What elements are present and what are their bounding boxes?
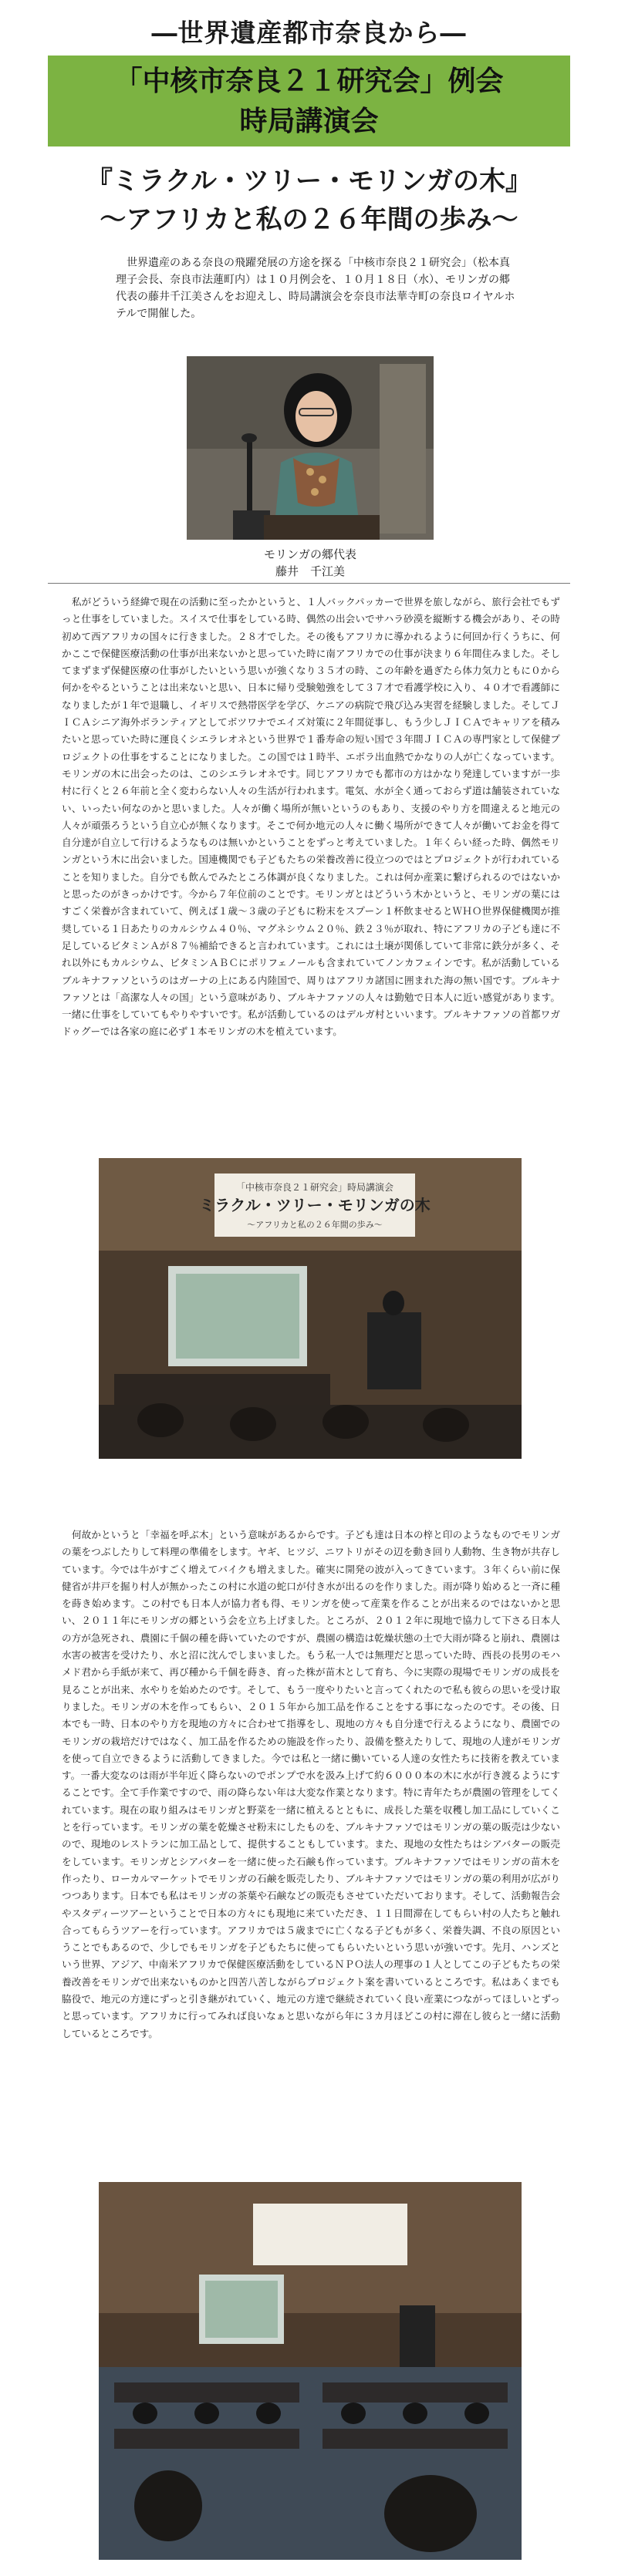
event-subtitle: 時局講演会 [239, 105, 379, 137]
intro-paragraph: 世界遺産のある奈良の飛躍発展の方途を探る「中核市奈良２１研究会」（松本真理子会長、奈良市法蓮町内）は１０月例会を、１０月１８日（水）、モリンガの郷代表の藤井千江美さんをお迎えし、時局講演会を奈良市法華寺町の奈良ロイヤルホテルで開催した。 [116, 257, 515, 320]
speaker-photo [187, 356, 434, 540]
body-paragraph-2: 何故かというと「幸福を呼ぶ木」という意味があるからです。子ども達は日本の梓と印のようなものでモリンガの葉をつぶしたりして料理の準備をします。ヤギ、ヒツジ、ニワトリがその辺を動き回り人動物、生き物が共存しています。今では牛がすごく増えてバイクも増えました。確実に開発の波が入ってきています。３年くらい前に保健省が井戸を掘り村人が無かったこの村に水道の蛇口が付き水が出るのを作りました。雨が降り始めると一斉に種を蒔き始めます。この村でも日本人が協力者も得、モリンガを使って産業を作ることが出来るのではないかと思い、２０１１年にモリンガの郷という会を立ち上げました。ところが、２０１２年に現地で協力して下さる日本人の方が急死され、農園に千個の種を蒔いていたのですが、農園の構造は乾燥状態の土で大雨が降ると崩れ、農園は水害の被害を受けたり、水と沼に沈んでしまいました。もう私一人では無理だと思っていた時、西長の長男のモハメド君から手紙が来て、再び種から千個を蒔き、育った株が苗木として育ち、今に実際の現場でモリンガの成長を見ることが出来、水やりを始めたのです。そして、もう一度やりたいと言ってくれたので私も彼らの思いを受け取りました。モリンガの木を作ってもらい、２０１５年から加工品を作ることをする事になったのです。その後、日本でも一時、日本のやり方を現地の方々に合わせて指導をし、現地の方々も自分達で行えるようになり、農園でのモリンガの栽培だけではなく、加工品を作るための施設を作ったり、設備を整えたりして、現地の人達がモリンガを使って自立できるように活動してきました。今では私と一緒に働いている人達の女性たちに技術を教えています。一番大変なのは雨が半年近く降らないのでポンプで水を汲み上げて約６０００本の木に水が行き渡るようにすることです。全て手作業ですので、雨の降らない年は大変な作業となります。特に青年たちが農園の管理をしてくれています。現在の取り組みはモリンガと野菜を一緒に植えるとともに、成長した葉を収穫し加工品にしていくことを行っています。モリンガの葉を乾燥させ粉末にしたものを、ブルキナファソではモリンガの葉の販売は少ないので、現地のレストランに加工品として、提供することもしています。また、現地の女性たちはシアバターの販売をしています。モリンガとシアバターを一緒に使った石鹸も作っています。ブルキナファソではモリンガの苗木を作ったり、ローカルマーケットでモリンガの石鹸を販売したり、ブルキナファソではモリンガの葉の利用が広がりつつあります。日本でも私はモリンガの茶葉や石鹸などの販売もさせていただいております。そして、活動報告会やスタディーツアーということで日本の方々にも現地に来ていただき、１１日間滞在してもらい村の人たちと触れ合ってもらうツアーを行っています。アフリカでは５歳までに亡くなる子どもが多く、栄養失調、不良の原因ということでもあるので、少しでもモリンガを子どもたちに使ってもらいたいという思いが強いです。先月、ハンズという世界、アジア、中南米アフリカで保健医療活動をしているＮＰＯ法人の理事の１人としてこの子どもたちの栄養改善をモリンガで出来ないものかと四苦八苦しながらプロジェクト案を書いているところです。私はあくまでも脇役で、地元の方達にずっと引き継がれていく、地元の方達で継続されていく良い産業につながってほしいとずっと思っています。アフリカに行ってみれば良いなぁと思いながら年に３カ月ほどこの村に滞在し彼らと一緒に活動しているところです。 [62, 1529, 560, 2039]
speaker-role: モリンガの郷代表 [263, 547, 356, 561]
venue-photo-2 [99, 2182, 522, 2560]
banner-org: 「中核市奈良２１研究会」時局講演会 [235, 1182, 394, 1193]
speaker-caption [187, 546, 434, 580]
lecture-title [48, 162, 570, 239]
divider [48, 583, 570, 584]
banner-title: ミラクル・ツリー・モリンガの木 [199, 1196, 431, 1214]
event-title-band [48, 56, 570, 146]
body-paragraph-1: 私がどういう経緯で現在の活動に至ったかというと、１人バックパッカーで世界を旅しながら、旅行会社でもずっと仕事をしていました。スイスで仕事をしている時、偶然の出会いでサハラ砂漠を縦断する機会があり、その時初めて西アフリカの国々に行きました。２８才でした。その後もアフリカに導かれるように何回か行くうちに、何かここで保健医療活動の仕事が出来ないかと思っていた時に南アフリカでの仕事が決まり６年間住みました。そしてまずまず保健医療の仕事がしたいという思いが強くなり３５才の時、この年齢を過ぎたら体力気力ともに０から何かをやるということは出来ないと思い、日本に帰り受験勉強をして３７才で看護学校に入り、４０才で看護師になりましたが１年で退職し、イギリスで熱帯医学を学び、ケニアの病院で飛び込み実習を経験しました。そしてＪＩＣＡシニア海外ボランティアとしてボツワナでエイズ対策に２年間従事し、もう少しＪＩＣＡでキャリアを積みたいと思っていた時に運良くシエラレオネという世界で１番寿命の短い国で３年間ＪＩＣＡの専門家として保健プロジェクトの仕事をすることになりました。この国では１時半、エボラ出血熱でかなりの人が亡くなっています。モリンガの木に出会ったのは、このシエラレオネです。同じアフリカでも都市の方はかなり発達していますが一歩村に行くと２６年前と全く変わらない人々の生活が行われます。電気、水が全く通っておらず道は舗装されていない、いったい何なのかと思いました。人々が働く場所が無いというのもあり、支援のやり方を間違えると地元の人々が頑張ろうという自立心が無くなります。そこで何か地元の人々に働く場所ができて人々が働いてお金を得て自分達が自立して行けるようなものは無いかということをずっと考えていました。１年くらい経った時、偶然モリンガという木に出会いました。国連機関でも子どもたちの栄養改善に役立つのではとプロジェクトが行われていることを知りました。自分でも飲んでみたところ体調が良くなりました。これは何か産業に繋げられるのではないかと思ったのがきっかけです。今から７年位前のことです。モリンガとはどういう木かというと、モリンガの葉にはすごく栄養が含まれていて、例えば１歳～３歳の子どもに粉末をスプーン１杯飲ませるとＷＨＯ世界保健機関が推奨している１日あたりのカルシウム４０％、マグネシウム２０％、鉄２３％が取れ、特にアフリカの子ども達に不足しているビタミンＡが８７％補給できると言われています。これには土壌が関係していて非常に鉄分が多く、それ以外にもカルシウム、ビタミンＡＢＣにポリフェノールも含まれていてノンカフェインです。私が活動しているブルキナファソというのはガーナの上にある内陸国で、周りはアフリカ諸国に囲まれた海の無い国です。ブルキナファソとは「高潔な人々の国」という意味があり、ブルキナファソの人々は勤勉で日本人に近い感覚があります。一緒に仕事をしていてもやりやすいです。私が活動しているのはデルガ村といいます。ブルキナファソの首都ワガドゥグーでは各家の庭に必ず１本モリンガの木を植えています。 [62, 596, 560, 1038]
event-title: 「中核市奈良２１研究会」例会 [114, 65, 504, 97]
series-header: ―世界遺産都市奈良から― [151, 17, 467, 48]
venue-photo-1 [99, 1158, 522, 1459]
speaker-name: 藤井 千江美 [275, 564, 345, 578]
banner-subtitle: ～アフリカと私の２６年間の歩み～ [247, 1220, 383, 1230]
lecture-title-sub: ～アフリカと私の２６年間の歩み～ [100, 204, 518, 235]
lecture-title-main: 『ミラクル・ツリー・モリンガの木』 [86, 166, 532, 197]
